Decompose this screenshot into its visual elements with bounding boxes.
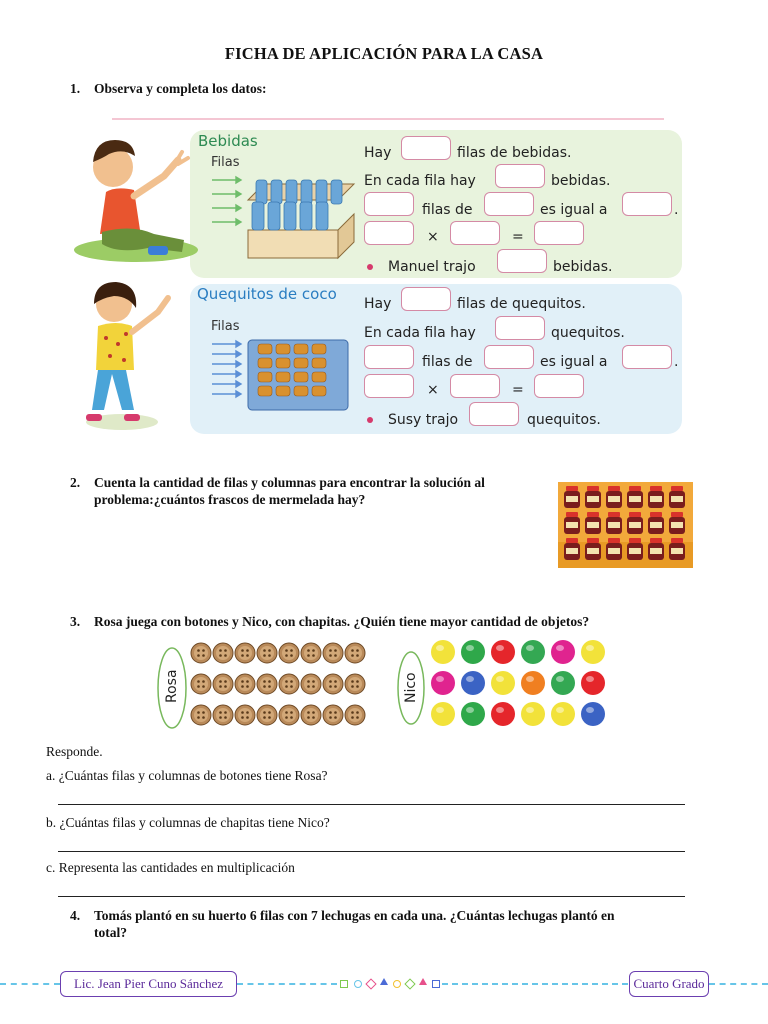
button-item [191,643,211,663]
equals-sign: = [512,382,524,398]
quequitos-line3-b: es igual a [540,354,608,370]
answer-line-b[interactable] [58,851,685,852]
quequitos-line3-a: filas de [422,354,473,370]
bebidas-crate-illustration [208,172,358,262]
button-item [345,705,365,725]
bottle-cap [431,640,455,664]
bottle-cap [581,702,605,726]
bottle-cap [521,702,545,726]
bottle-cap [581,671,605,695]
jam-jar [627,512,643,534]
jam-jar [627,486,643,508]
button-item [279,643,299,663]
jam-jar [627,538,643,560]
figure-multiplication-rows [0,0,768,450]
jam-jar [648,538,664,560]
answer-box[interactable] [364,192,414,216]
responde-heading: Responde. [46,744,103,759]
quequitos-line5-b: quequitos. [527,412,601,428]
bottle-cap [461,702,485,726]
bottle-cap [551,671,575,695]
quequitos-line2-a: En cada fila hay [364,325,476,341]
grade-label: Cuarto Grado [629,971,709,997]
bebidas-heading: Bebidas [198,132,258,150]
bottle-cap [491,671,515,695]
quequitos-line1-b: filas de quequitos. [457,296,586,312]
jam-jar [648,512,664,534]
quequitos-line2-b: quequitos. [551,325,625,341]
jam-jar [606,512,622,534]
boy-illustration [66,132,206,267]
answer-box[interactable] [484,345,534,369]
footer-dashed-line [442,983,628,985]
bottle-cap [581,640,605,664]
bottle-cap [491,640,515,664]
answer-box[interactable] [622,192,672,216]
button-item [213,643,233,663]
button-item [323,643,343,663]
jam-jar [606,486,622,508]
bottle-cap [521,671,545,695]
button-item [235,705,255,725]
question-text-line2: problema:¿cuántos frascos de mermelada hay? [94,492,366,507]
bullet [367,264,373,270]
button-item [345,674,365,694]
jam-jar [648,486,664,508]
quequitos-line5-a: Susy trajo [388,412,459,428]
button-item [213,705,233,725]
bottle-cap [461,671,485,695]
button-item [301,643,321,663]
button-item [235,674,255,694]
button-item [301,705,321,725]
times-sign: × [427,229,439,245]
answer-box[interactable] [364,221,414,245]
question-c: c. Representa las cantidades en multiplicación [46,860,295,875]
jam-jar [669,486,685,508]
bebidas-line1-a: Hay [364,145,392,161]
bebidas-line3-b: es igual a [540,202,608,218]
question-4 [70,907,700,943]
girl-illustration [70,282,190,434]
answer-line-a[interactable] [58,804,685,805]
question-a: a. ¿Cuántas filas y columnas de botones tiene Rosa? [46,768,328,783]
button-item [279,705,299,725]
bebidas-line1-b: filas de bebidas. [457,145,572,161]
answer-box[interactable] [401,136,451,160]
bebidas-line5-a: Manuel trajo [388,259,476,275]
decorative-shapes [340,978,440,988]
bottle-cap [491,702,515,726]
question-text: Rosa juega con botones y Nico, con chapitas. ¿Quién tiene mayor cantidad de objetos? [94,614,590,629]
button-item [257,674,277,694]
bullet [367,417,373,423]
question-2 [70,474,550,510]
button-item [301,674,321,694]
answer-box[interactable] [484,192,534,216]
figure-buttons-and-caps [155,640,615,740]
answer-box[interactable] [450,374,500,398]
bebidas-line2-a: En cada fila hay [364,173,476,189]
bebidas-filas-label: Filas [211,155,240,170]
bottle-cap [431,702,455,726]
jam-jar [564,486,580,508]
jam-jar [669,538,685,560]
rosa-label: Rosa [164,669,180,703]
quequitos-line1-a: Hay [364,296,392,312]
page-title: FICHA DE APLICACIÓN PARA LA CASA [224,44,544,63]
question-3 [70,613,690,631]
footer-dashed-line [237,983,337,985]
quequitos-filas-label: Filas [211,319,240,334]
bebidas-line5-b: bebidas. [553,259,613,275]
answer-box[interactable] [495,316,545,340]
times-sign: × [427,382,439,398]
question-number: 3. [70,614,81,629]
button-item [279,674,299,694]
jam-jar [564,512,580,534]
answer-box[interactable] [497,249,547,273]
bottle-cap [431,671,455,695]
bottle-cap [461,640,485,664]
bebidas-line3-a: filas de [422,202,473,218]
button-item [257,643,277,663]
question-number: 4. [70,908,81,923]
question-text-line1: Cuenta la cantidad de filas y columnas para encontrar la solución al [94,475,485,490]
button-item [323,705,343,725]
answer-box[interactable] [364,345,414,369]
question-text-line2: total? [94,925,127,940]
bottle-cap [521,640,545,664]
jam-jars-illustration [558,482,693,568]
footer-dashed-line [0,983,60,985]
button-item [191,674,211,694]
author-name: Lic. Jean Pier Cuno Sánchez [60,971,237,997]
question-number: 1. [70,81,81,96]
bebidas-line2-b: bebidas. [551,173,611,189]
jam-jar [669,512,685,534]
answer-line-c[interactable] [58,896,685,897]
quequitos-line3-c: . [674,354,679,370]
nico-label: Nico [403,672,419,703]
button-item [257,705,277,725]
button-item [191,705,211,725]
bottle-cap [551,702,575,726]
answer-box[interactable] [401,287,451,311]
answer-box[interactable] [534,221,584,245]
nico-caps-illustration [395,640,615,740]
answer-box[interactable] [622,345,672,369]
answer-box[interactable] [364,374,414,398]
answer-box[interactable] [469,402,519,426]
quequitos-heading: Quequitos de coco [197,285,337,303]
button-item [213,674,233,694]
jam-jar [585,486,601,508]
jam-jar [606,538,622,560]
button-item [345,643,365,663]
question-b: b. ¿Cuántas filas y columnas de chapitas tiene Nico? [46,815,330,830]
answer-box[interactable] [534,374,584,398]
footer-dashed-line [709,983,768,985]
bebidas-line3-c: . [674,202,679,218]
rosa-buttons-illustration [155,640,385,740]
answer-box[interactable] [450,221,500,245]
question-text-line1: Tomás plantó en su huerto 6 filas con 7 lechugas en cada una. ¿Cuántas lechugas plantó en [94,908,615,923]
button-item [235,643,255,663]
jam-jar [564,538,580,560]
bottle-cap [551,640,575,664]
equals-sign: = [512,229,524,245]
jam-jar [585,538,601,560]
question-number: 2. [70,475,81,490]
jam-jar [585,512,601,534]
answer-box[interactable] [495,164,545,188]
question-text: Observa y completa los datos: [94,81,267,96]
button-item [323,674,343,694]
quequitos-tray-illustration [208,338,358,418]
